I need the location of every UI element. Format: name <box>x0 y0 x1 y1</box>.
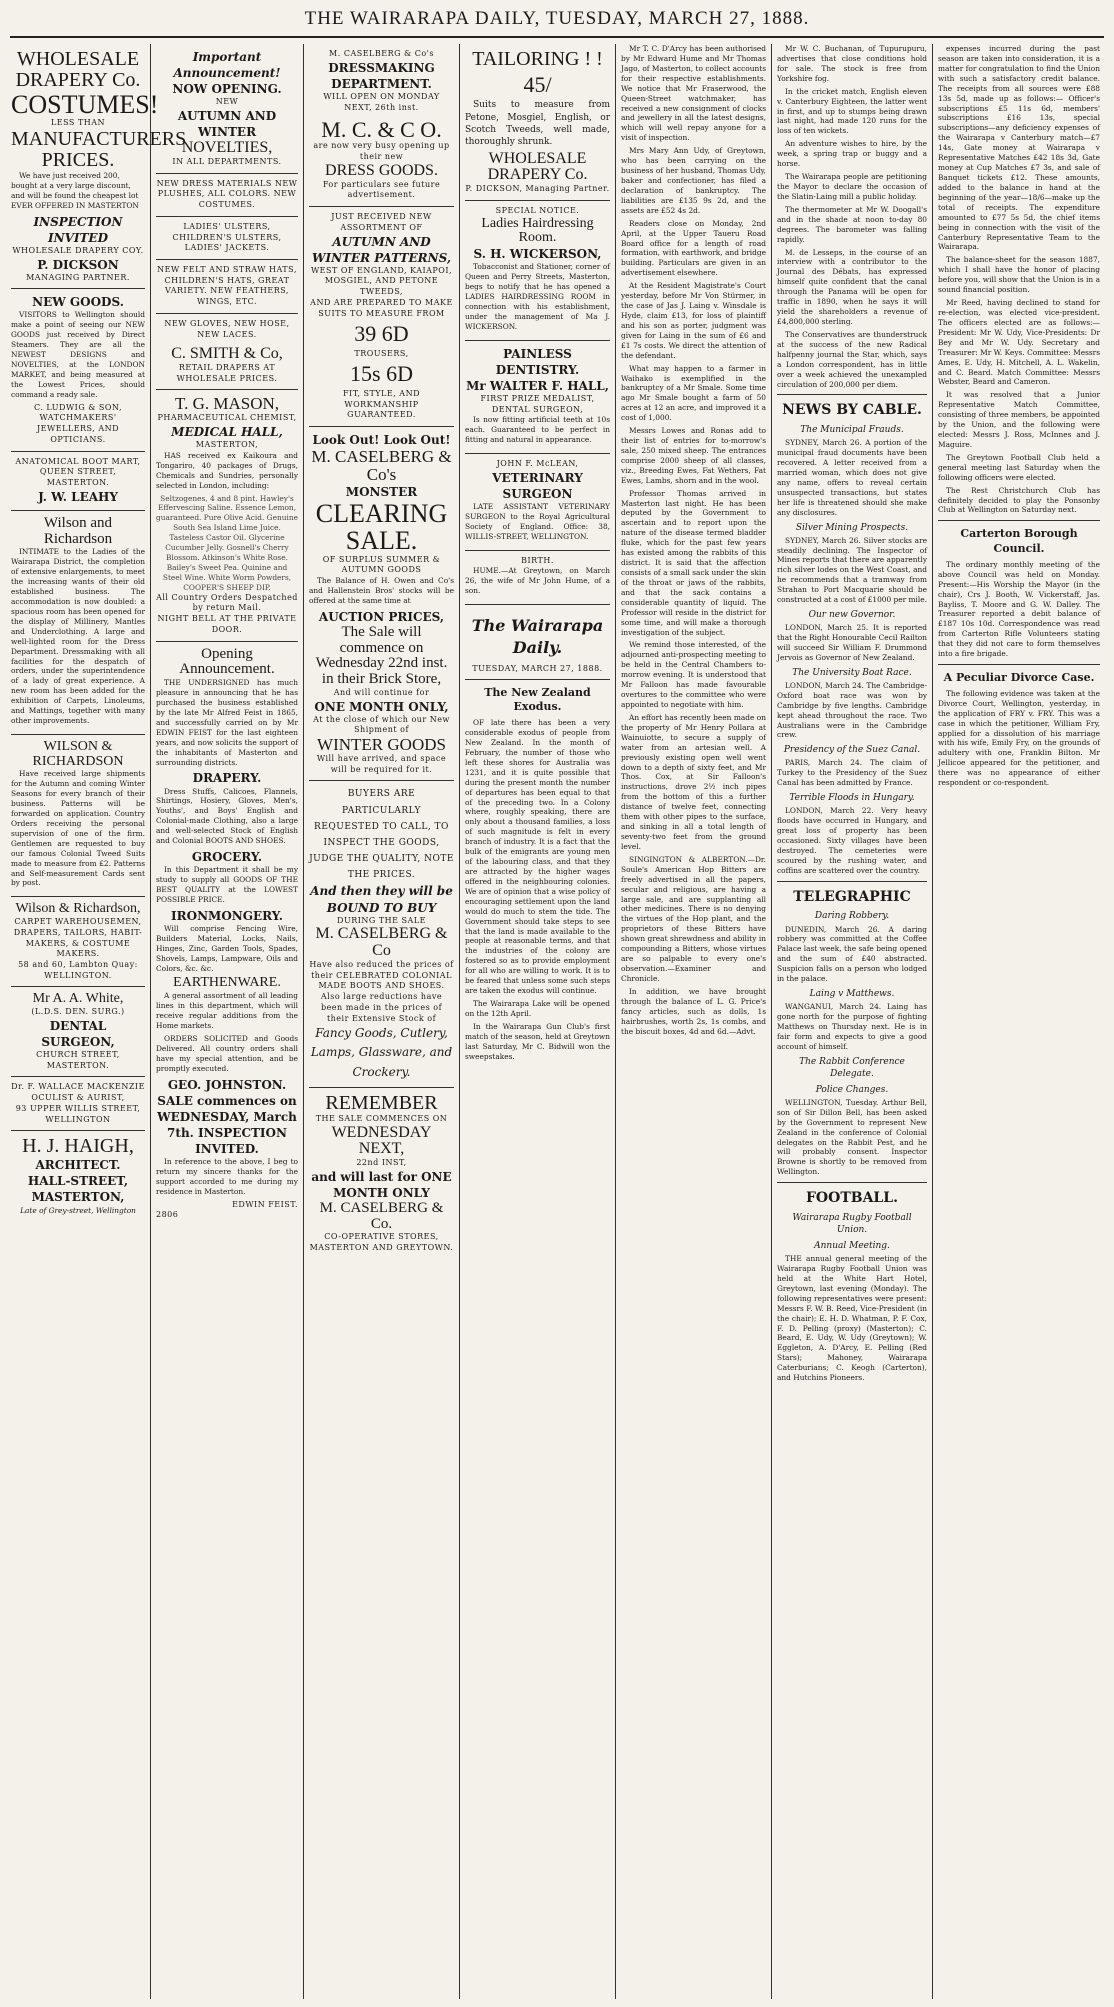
ad-boot-mart <box>11 452 145 511</box>
ad-line: MANUFACTURERS PRICES. <box>11 128 187 172</box>
ad-line: are now very busy opening up their new <box>313 141 450 162</box>
ad-heading: EARTHENWARE. <box>173 975 281 991</box>
birth-notice <box>465 551 610 605</box>
section-heading: NEWS BY CABLE. <box>782 402 922 419</box>
ad-line: IN ALL DEPARTMENTS. <box>172 156 282 166</box>
masthead <box>10 8 1104 38</box>
ad-title: WILSON & RICHARDSON <box>32 738 124 769</box>
ad-line: CO-OPERATIVE STORES, MASTERTON AND GREYTOWN. <box>309 1232 454 1253</box>
ad-line: NEW DRESS MATERIALS NEW PLUSHES, ALL COLORS. NEW COSTUMES. <box>156 178 298 210</box>
news-paragraph: Professor Thomas arrived in Masterton last night. He has been deputed by the Government to ascertain and to report upon the nature of the disease termed bladder fluke, which for the past few years has existed among the rabbits of this district. It is said that the affection consists of a small sack under the skin of the throat or jaws of the rabbits, and that the sack contains a considerable quantity of liquid. The Professor will reside in the district for some time, and will make a thorough investigation of the subject. <box>621 488 766 637</box>
ad-line: SALE commences on WEDNESDAY, March 7th. INSPECTION INVITED. <box>157 1093 297 1156</box>
news-paragraph: SINGINGTON & ALBERTON.—Dr. Soule's American Hop Bitters are freely advertised in all the papers, secular and religious, are having a large sale, and are supplanting all other medicines. There is no denying the virtues of the Hop plant, and the proprietors of these Bitters have shown great shrewdness and ability in compounding a Bitters, whose virtues are so palpable to every one's observation.—Examiner and Chronicle. <box>621 854 766 983</box>
ad-line: DENTAL SURGEON, <box>41 1018 115 1049</box>
ad-body: In reference to the above, I beg to return my sincere thanks for the support accorded to me during my residence in Masterton. <box>156 1156 298 1196</box>
news-paragraph: An adventure wishes to hire, by the week, a spring trap or buggy and a horse. <box>777 139 927 169</box>
ad-line: JUST RECEIVED NEW ASSORTMENT OF <box>331 212 432 232</box>
ad-body: Tobacconist and Stationer, corner of Queen and Perry Streets, Masterton, begs to notify that he has opened a LADIES HAIRDRESSING ROOM in connection with his establishment, under the management of Ma J. WICKERSON. <box>465 262 610 331</box>
ad-title: PAINLESS DENTISTRY. <box>495 346 580 377</box>
ad-line: P. DICKSON, Managing Partner. <box>465 184 610 194</box>
ad-line: AUTUMN AND WINTER PATTERNS, <box>311 234 452 265</box>
ad-name: C. SMITH & Co, <box>171 345 283 363</box>
ad-line: WILL OPEN ON MONDAY NEXT, 26th inst. <box>323 91 440 112</box>
ad-line: CARPET WAREHOUSEMEN, DRAPERS, TAILORS, HABIT-MAKERS, & COSTUME MAKERS. <box>13 917 143 959</box>
news-paragraph: SYDNEY, March 26. A portion of the municipal fraud documents have been recovered. A letter received from a married woman, which does not give any name, offers to reveal certain unsuspected transactions, but states her life is threatened should she make any disclosures. <box>777 438 927 517</box>
ad-title: Wilson & Richardson, <box>15 901 141 917</box>
ad-opening-announcement <box>156 642 298 1226</box>
ad-headline: COSTUMES! <box>11 90 159 119</box>
ad-line: M. CASELBERG & Co's <box>329 49 434 58</box>
ad-line: NOVELTIES, <box>181 139 273 157</box>
article-body: OF late there has been a very considerable exodus of people from New Zealand. In the month of February, the number of those who left these shores for Australia was 1231, and it is quite possible that during the present month the number of departures has been equal to that of the preceding two. In a Colony where, roughly speaking, there are only about a thousand families, a loss of such magnitude is felt in every branch of industry. It is a fact that the bulk of the emigrants are young men of the labouring class, and that they are attracted by the higher wages offered in the neighbouring colonies. We are of opinion that a wise policy of encouraging settlement upon the land would do much to stem the tide. The Government should take steps to see that the land is made available to the people at reasonable terms, and that the industries of the colony are fostered so as to provide employment for all who are willing to work. It is to be feared that unless some such steps are taken the exodus will continue. <box>465 718 610 996</box>
section-heading: FOOTBALL. <box>805 1190 898 1207</box>
news-paragraph: SYDNEY, March 26. Silver stocks are steadily declining. The Inspector of Mines reports that there are apparently rich silver lodes on the West Coast, and he recommends that a tramway from Strahan to Port Macquarie should be constructed at a cost of £1000 per mile. <box>777 535 927 605</box>
ad-line: BUYERS ARE PARTICULARLY REQUESTED TO CALL, TO INSPECT THE GOODS, JUDGE THE QUALITY, NOTE THE PRICES. <box>309 789 454 881</box>
ad-body: Have received large shipments for the Autumn and coming Winter Seasons for every branch of their business. Patterns will be forwarded on application. Country Orders receiving the personal supervision of one of the firm. Gentlemen are requested to buy our famous Colonial Tweed Suits made to measure from £2. Patterns and Self-measurement Cards sent by post. <box>11 769 145 888</box>
ad-body: Seltzogenes, 4 and 8 pint. Hawley's Effervescing Saline. Essence Lemon, guaranteed. Pure Olive Acid. Genuine South Sea Island Lime Juice. Tasteless Castor Oil. Glycerine Cucumber Jelly. Gosnell's Cherry Blossom. Atkinson's White Rose. Bailey's Sweet Pea. Quinine and Steel Wine. White Worm Powders, COOPER'S SHEEP DIP. <box>156 493 298 592</box>
column-5 <box>616 44 771 1999</box>
news-paragraph: WELLINGTON, Tuesday. Arthur Bell, son of Sir Dillon Bell, has been asked by the Government to represent New Zealand in the conference of Colonial delegates on the Rabbit Pest, and he will probably consent. Inspector Browne is shortly to be removed from Wellington. <box>777 1097 927 1177</box>
news-paragraph: LONDON, March 24. The Cambridge-Oxford boat race was won by Cambridge by five lengths. Cambridge kept ahead throughout the race. Two Australians were in the Cambridge crew. <box>777 680 927 740</box>
ad-title: VETERINARY SURGEON <box>492 470 583 501</box>
ad-line: AUCTION PRICES, <box>318 609 445 624</box>
ad-line: FIT, STYLE, AND WORKMANSHIP GUARANTEED. <box>343 388 420 420</box>
ad-body: ORDERS SOLICITED and Goods Delivered. All country orders shall have my special attention, and be promptly executed. <box>156 1033 298 1073</box>
news-paragraph: Readers close on Monday, 2nd April, at the Upper Taueru Road Board office for a length of road formation, with earthwork, and bridge building. Particulars are given in an advertisement elsewhere. <box>621 218 766 278</box>
ad-line: CHURCH STREET, MASTERTON. <box>36 1049 120 1070</box>
ad-line: Fancy Goods, Cutlery, Lamps, Glassware, and Crockery. <box>310 1026 453 1079</box>
ad-line: Have also reduced the prices of their CELEBRATED COLONIAL MADE BOOTS AND SHOES. <box>309 959 454 991</box>
ad-signature: GEO. JOHNSTON. <box>167 1077 287 1092</box>
ad-heading: GROCERY. <box>191 850 263 865</box>
ad-title: Mr A. A. White, <box>32 991 124 1007</box>
article-heading: Daring Robbery. <box>814 911 890 922</box>
ad-mason-chemist <box>156 390 298 641</box>
news-paragraph: The ordinary monthly meeting of the above Council was held on Monday. Present:—His Worship the Mayor (in the chair), Crs J. Booth, W. Vickerstaff, Jas. Bayliss, T. Moore and G. W. Dalley. The Treasurer reported a debit balance of £187 10s 10d. Correspondence was read from Carterton Rifle Volunteers stating that they did not care to form themselves into a fire brigade. <box>938 559 1100 659</box>
news-paragraph: Mr Reed, having declined to stand for re-election, was elected vice-president. The officers elected are as follows:— President: Mr W. Udy, Vice-Presidents: Dr Bey and Mr W. Udy. Secretary and Treasurer: Mr W. Keys. Committee: Messrs Ames, E. Udy, H. Mitchell, A. L. Wakelin, and C. Beard. Match Committee: Messrs Webster, Beard and Cameron. <box>938 298 1100 387</box>
article-heading: The Municipal Frauds. <box>800 425 904 436</box>
column-4 <box>460 44 615 1999</box>
ad-line: PHARMACEUTICAL CHEMIST, <box>157 413 297 423</box>
news-paragraph: We remind those interested, of the adjourned anti-prospecting meeting to be held in the Central Chambers to-morrow evening. It is understood that Mr Falloon has made favourable overtures to the committee who were appointed to negotiate with him. <box>621 640 766 709</box>
news-paragraph: Mr T. C. D'Arcy has been authorised by Mr Edward Hume and Mr Thomas Jago, of Masterton, to collect accounts for their respective establishments. We notice that Mr Fraserwood, the Queen-Street watchmaker, has received a new consignment of clocks and jewellery in all the latest designs, which will well repay anyone for a visit of inspection. <box>621 44 766 143</box>
news-paragraph: expenses incurred during the past season are taken into consideration, it is a matter for congratulation to find the Union with such a satisfactory credit balance. The receipts from all sources were £88 13s 5d, made up as follows:— Officer's subscriptions £5 11s 6d, members' subscriptions £16 13s, special subscriptions—any deficiency expenses of the Wairarapa v Canterbury match—£7 14s, Gate money at Wairarapa v Representative Matches £42 18s 3d, Gate money at Cup Matches £7 3s, and sale of Banquet tickets £12. These amounts, added to the balance in hand at the beginning of the year—18/6—make up the total of receipts. The expenditure amounted to £77 5s 5d, the chief items being in connection with the visit of the Canterbury Representative Team to the Wairarapa. <box>938 44 1100 252</box>
ad-heading: DRAPERY. <box>192 771 262 786</box>
ad-line: TROUSERS, <box>354 348 409 358</box>
ad-line: The Sale will commence on Wednesday 22nd inst. in their Brick Store, <box>315 623 448 688</box>
article-heading: Police Changes. <box>815 1084 889 1095</box>
ad-oculist <box>11 1077 145 1131</box>
ad-title: H. J. HAIGH, <box>22 1135 134 1158</box>
ad-line: Will have arrived, and space will be required for it. <box>316 753 447 774</box>
newspaper-title: THE WAIRARAPA DAILY, TUESDAY, MARCH 27, 1888. <box>304 8 810 29</box>
ad-line: RETAIL DRAPERS AT WHOLESALE PRICES. <box>176 363 278 383</box>
ad-line: OF SURPLUS SUMMER & AUTUMN GOODS <box>322 554 441 575</box>
ad-title: Wilson and Richardson <box>43 514 113 547</box>
column-3 <box>304 44 459 1999</box>
ad-body: THE UNDERSIGNED has much pleasure in announcing that he has purchased the business established by the late Mr Alfred Feist in 1865, and successfully carried on by Mr EDWIN FEIST for the last eighteen years, and now solicits the support of the inhabitants of Masterton and surrounding districts. <box>156 678 298 767</box>
article-heading: Terrible Floods in Hungary. <box>789 793 915 804</box>
ad-heading: IRONMONGERY. <box>171 908 283 923</box>
news-paragraph: THE annual general meeting of the Wairarapa Rugby Football Union was held at the White Hart Hotel, Greytown, last evening (Monday). The following representatives were present: Messrs F. W. B. Reed, Vice-President (in the chair); E. H. D. Whatman, P. F. Cox, F. D. Pelling (proxy) (Masterton); C. Beard, E. Udy, W. Udy (Greytown); W. Eggleton, A. D'Arcy, E. Pelling (Red Stars); Mahoney, Wairarapa Caterburians; C. Keogh (Carterton), and Hutchins Pioneers. <box>777 1254 927 1383</box>
article-heading: Our new Governor. <box>808 610 896 621</box>
ad-body: We have just received 200, bought at a very large discount, and will be found the cheapest lot EVER OFFERED IN MASTERTON <box>11 171 139 210</box>
ad-line: 58 and 60, Lambton Quay: WELLINGTON. <box>18 959 138 980</box>
article-heading: Laing v Matthews. <box>809 989 895 1000</box>
ad-title: WHOLESALE DRAPERY Co. <box>15 48 141 91</box>
news-paragraph: LONDON, March 25. It is reported that the Right Honourable Cecil Railton will succeed Sir William F. Drummond Jervois as Governor of New Zealand. <box>777 623 927 662</box>
ad-headline: SALE. <box>345 526 418 556</box>
news-paragraph: The Wairarapa people are petitioning the Mayor to declare the occasion of the Slatin-Laing mill a public holiday. <box>777 172 927 201</box>
ad-name: S. H. WICKERSON, <box>473 247 602 262</box>
ad-line: 93 UPPER WILLIS STREET, WELLINGTON <box>15 1103 141 1124</box>
ad-body: The Balance of H. Owen and Co's and Hallenstein Bros' stocks will be offered at the same time at <box>309 575 454 605</box>
notice-body: HUME.—At Greytown, on March 26, the wife of Mr John Hume, of a son. <box>465 566 610 596</box>
news-paragraph: What may happen to a farmer in Waihako is exemplified in the bankruptcy of a Mr Smale. Some time ago Mr Smale bought a farm of 50 acres at 12 an acre, and improved it a cost of 1,000. <box>621 363 766 423</box>
ad-title: TAILORING ! ! <box>472 48 603 70</box>
ad-name: Mr WALTER F. HALL, <box>466 378 609 393</box>
ad-price: 45/ <box>523 72 552 97</box>
ad-line: C. LUDWIG & SON, WATCHMAKERS' JEWELLERS, AND OPTICIANS. <box>33 402 122 444</box>
ad-line: NEW GLOVES, NEW HOSE, NEW LACES. <box>164 318 290 339</box>
ad-headline: CLEARING <box>315 498 448 528</box>
ad-body: In this Department it shall be my study to supply all GOODS OF THE BEST QUALITY at the LOWEST POSSIBLE PRICE. <box>156 865 298 904</box>
news-paragraph: It was resolved that a Junior Representative Match Committee, consisting of three members, be appointed by the Union, and the following were elected: Messrs J. Ross, McInnes and J. Maguire. <box>938 390 1100 449</box>
ad-line: Also large reductions have been made in the prices of their Extensive Stock of <box>320 992 443 1023</box>
ad-wholesale-drapery <box>11 44 187 289</box>
ad-line: THE SALE COMMENCES ON <box>315 1113 448 1123</box>
ad-body: Dress Stuffs, Calicoes, Flannels, Shirtings, Hosiery, Gloves, Men's, Youths', and Boys' English and Colonial-made Clothing, also a large and well-selected Stock of English and Colonial BOOTS AND SHOES. <box>156 786 298 846</box>
news-paragraph: The Greytown Football Club held a general meeting last Saturday when the following officers were elected. <box>938 452 1100 482</box>
ad-body: Suits to measure from Petone, Mosgiel, English, or Scotch Tweeds, well made, thoroughly shrunk. <box>465 100 610 147</box>
ad-body: A general assortment of all leading lines in this department, which will receive regular additions from the Home markets. <box>156 991 298 1030</box>
ad-name: P. DICKSON <box>37 257 119 272</box>
paper-logo: The Wairarapa Daily. <box>471 616 604 657</box>
ad-price: 39 6D <box>354 321 409 347</box>
ad-line: INSPECTION INVITED <box>33 214 123 245</box>
ad-body: HAS received ex Kaikoura and Tongariro, 40 packages of Drugs, Chemicals and Sundries, personally selected in London, including: <box>156 450 298 490</box>
ad-title: T. G. MASON, <box>174 394 280 414</box>
news-paragraph: In the cricket match, English eleven v. Canterbury Eighteen, the latter went in first, and up to stumps being drawn last night, had made 120 runs for the loss of ten wickets. <box>777 86 927 136</box>
ad-name: J. W. LEAHY <box>38 489 118 504</box>
news-paragraph: Mr W. C. Buchanan, of Tupurupuru, advertises that close conditions hold for sale. The stock is free from Yorkshire fog. <box>777 44 927 83</box>
article-body: In the Wairarapa Gun Club's first match of the season, held at Greytown last Saturday, Mr C. Bidwill won the sweepstakes. <box>465 1021 610 1061</box>
ad-title: NEW GOODS. <box>32 295 124 310</box>
ad-title: ANATOMICAL BOOT MART, QUEEN STREET, MASTERTON. <box>15 456 141 488</box>
ad-line: AUTUMN AND WINTER <box>177 108 277 140</box>
ad-name: JOHN F. McLEAN, <box>496 459 579 469</box>
ad-line: DURING THE SALE <box>337 915 426 925</box>
ad-line: ONE MONTH ONLY, <box>314 699 449 714</box>
section-heading: TELEGRAPHIC <box>793 888 911 905</box>
ad-wilson-richardson-2 <box>11 735 145 897</box>
ad-line: At the close of which our New Shipment of <box>313 714 450 735</box>
news-paragraph: In addition, we have brought through the balance of L. G. Price's fancy articles, such as dolls, 1s hairbrushes, worth 2s, 1s combs, and the biscuit boxes, 4d and 6d.—Advt. <box>621 986 766 1036</box>
ad-name: M. CASELBERG & Co's <box>311 447 452 484</box>
ad-dentist-white <box>11 987 145 1077</box>
news-paragraph: DUNEDIN, March 26. A daring robbery was committed at the Coffee Palace last week, the safe being opened and the sum of £40 abstracted. Suspicion falls on a person who lodged in the palace. <box>777 924 927 984</box>
news-paragraph: The following evidence was taken at the Divorce Court, Wellington, yesterday, in the application of FRY v. FRY. This was a case in which the petitioner, William Fry, applied for a dissolution of his marriage with his wife, Emily Fry, on the grounds of adultery with one, Franklin Bilton. Mr Jellicoe appeared for the petitioner, and there was no appearance of either respondent or co-respondent. <box>938 688 1100 788</box>
article-heading: Presidency of the Suez Canal. <box>783 745 921 756</box>
news-paragraph: At the Resident Magistrate's Court yesterday, before Mr Von Stürmer, in the case of Jas J. Laing v. Winsdale is Hyde, claim £13, for loss of plaintiff and his son as porter, judgment was given for Laing in the sum of £6 and £1 7s costs. We direct the attention of the defendant. <box>621 281 766 360</box>
ad-line: For particulars see future advertisement. <box>322 179 441 200</box>
ad-line: NEW <box>215 97 239 107</box>
ad-new-goods <box>11 289 145 451</box>
ad-body: VISITORS to Wellington should make a point of seeing our NEW GOODS just received by Direct Steamers. They are all the NEWEST DESIGNS and NOVELTIES, at the LONDON MARKET, and being measured at the Lowest Prices, should command a ready sale. <box>11 310 145 399</box>
ad-architect <box>11 1131 145 1220</box>
ad-logo: M. C. & C O. <box>321 117 442 143</box>
ad-title: Opening Announcement. <box>179 645 275 678</box>
ad-line: WEDNESDAY NEXT, <box>331 1123 432 1158</box>
ad-line: All Country Orders Despatched by return Mail. <box>156 592 298 613</box>
ad-body: Is now fitting artificial teeth at 10s each. Guaranteed to be perfect in fitting and natural in appearance. <box>465 415 610 445</box>
ad-body: Will comprise Fencing Wire, Builders Material, Locks, Nails, Hinges, Zinc, Garden Tools, Spades, Shovels, Lamps, Lampware, Oils and Colors, &c. &c. <box>156 923 298 973</box>
ad-line: NOW OPENING. <box>172 82 282 97</box>
article-heading: Annual Meeting. <box>814 1241 890 1252</box>
article-heading: The New Zealand Exodus. <box>484 685 591 714</box>
ad-body: LATE ASSISTANT VETERINARY SURGEON to the Royal Agricultural Society of England. Office: 38, WILLIS-STREET, WELLINGTON. <box>465 501 610 541</box>
ad-headline: REMEMBER <box>325 1091 438 1114</box>
ad-line: SPECIAL NOTICE. <box>495 205 580 215</box>
ad-name: M. CASELBERG & Co. <box>319 1199 444 1232</box>
article-heading: Wairarapa Rugby Football Union. <box>792 1212 912 1236</box>
ad-line: DRESS GOODS. <box>325 161 438 179</box>
news-paragraph: The thermometer at Mr W. Doogall's and in the shade at noon to-day 80 degrees. The barometer was falling rapidly. <box>777 204 927 244</box>
article-heading: Carterton Borough Council. <box>960 527 1078 556</box>
ad-veterinary <box>465 454 610 551</box>
ad-name: M. CASELBERG & Co <box>315 925 448 960</box>
news-paragraph: WANGANUI, March 24. Laing has gone north for the purpose of fighting Matthews on Thursday next. He is in fair form and expects to give a good account of himself. <box>777 1002 927 1051</box>
ad-line: AND ARE PREPARED TO MAKE SUITS TO MEASURE FROM <box>310 297 453 318</box>
ad-price: 15s 6D <box>350 361 413 387</box>
ad-title: Dr. F. WALLACE MACKENZIE OCULIST & AURIST, <box>11 1082 145 1103</box>
ad-body: INTIMATE to the Ladies of the Wairarapa District, the completion of extensive enlargements, to meet the increasing wants of their old established business. The accommodation is now doubled: a spacious room has been opened for the display of Millinery, Mantles and Underclothing. A large and well-lighted room for the Dress Department. Dressmaking with all facilities for the despatch of orders, under the superintendence of a lady of great experience. A new room has been added for the exhibition of Carpets, Linoleums, and Mattings, together with many other improvements. <box>11 547 145 726</box>
article-heading: The University Boat Race. <box>792 667 912 678</box>
ad-line: MONSTER <box>345 484 418 499</box>
article-body: The Wairarapa Lake will be opened on the 12th April. <box>465 998 610 1018</box>
ad-line: NIGHT BELL AT THE PRIVATE DOOR. <box>157 614 297 634</box>
ad-dentistry <box>465 341 610 454</box>
ad-title: Important Announcement! <box>173 50 281 81</box>
ad-wilson-richardson <box>11 511 145 735</box>
ad-title: DRESSMAKING DEPARTMENT. <box>328 60 435 91</box>
column-6 <box>772 44 932 1999</box>
article-heading: A Peculiar Divorce Case. <box>943 671 1095 685</box>
ad-line: FIRST PRIZE MEDALIST, DENTAL SURGEON, <box>480 393 595 414</box>
ad-line: LESS THAN <box>50 118 106 128</box>
ad-line: MANAGING PARTNER. <box>26 272 130 282</box>
news-paragraph: The Rest Christchurch Club has definitely decided to play the Ponsonby Club at Wellington on Saturday next. <box>938 485 1100 515</box>
ad-line: ARCHITECT. <box>35 1158 121 1173</box>
ad-line: And then they will be BOUND TO BUY <box>310 884 453 915</box>
ad-line: MEDICAL HALL, <box>171 425 283 440</box>
article-heading: Silver Mining Prospects. <box>795 522 909 533</box>
ad-line: WINTER GOODS <box>317 735 446 755</box>
notice-heading: BIRTH. <box>521 555 554 565</box>
news-paragraph: An effort has recently been made on the property of Mr Henry Pollara at Wainuiotte, to secure a supply of water from an artesian well. A previously existing open well went down to a depth of sixty feet, and Mr Thos. Cox, at Sir Falloon's instructions, drove 2½ inch pipes from the bottom of this a further distance of twelve feet, connecting them with other pipes to the surface, and sinking in all a total length of seventy-two feet from the ground level. <box>621 712 766 851</box>
editorial-header <box>465 605 610 680</box>
ad-line: WEST OF ENGLAND, KAIAPOI, MOSGIEL, AND PETONE TWEEDS, <box>310 265 453 297</box>
ad-title: Ladies Hairdressing Room. <box>481 215 594 246</box>
ad-line: LADIES' ULSTERS, CHILDREN'S ULSTERS, LADIES' JACKETS. <box>172 221 282 253</box>
ad-line: and will last for ONE MONTH ONLY <box>311 1169 452 1200</box>
ad-tailoring <box>465 44 610 201</box>
ad-line: MASTERTON, <box>195 440 259 450</box>
ad-line: WHOLESALE DRAPERY COY. <box>12 245 144 255</box>
news-paragraph: PARIS, March 24. The claim of Turkey to the Presidency of the Suez Canal has been admitted by France. <box>777 758 927 788</box>
ad-code: 2806 <box>156 1210 179 1220</box>
ad-wilson-richardson-3 <box>11 897 145 987</box>
paper-date: TUESDAY, MARCH 27, 1888. <box>472 663 603 673</box>
ad-line: Late of Grey-street, Wellington <box>20 1205 136 1215</box>
ad-line: NEW FELT AND STRAW HATS, CHILDREN'S HATS, GREAT VARIETY. NEW FEATHERS, WINGS, ETC. <box>157 264 297 307</box>
ad-signature: EDWIN FEIST. <box>232 1199 298 1209</box>
news-paragraph: Messrs Lowes and Ronas add to their list of entries for to-morrow's sale, 250 mixed sheep. The entrances comprise 2000 sheep of all classes, viz., Breeding Ewes, Fat Wethers, Fat Ewes, Lambs, shorn and in the wool. <box>621 426 766 485</box>
ad-line: 22nd INST, <box>356 1158 407 1168</box>
news-paragraph: The Conservatives are thunderstruck at the success of the new Radical halfpenny journal the Star, which, says a London correspondent, has in little over a week achieved the unexampled circulation of 200,000 per diem. <box>777 329 927 389</box>
ad-smith-novelties <box>156 44 298 390</box>
column-7 <box>933 44 1105 1999</box>
ad-hairdressing <box>465 201 610 341</box>
article-heading: The Rabbit Conference Delegate. <box>799 1056 905 1079</box>
ad-line: (L.D.S. DEN. SURG.) <box>31 1007 125 1017</box>
ad-line: And will continue for <box>333 687 430 697</box>
ad-line: Look Out! Look Out! <box>312 433 451 448</box>
column-2 <box>151 44 303 1999</box>
news-paragraph: M. de Lesseps, in the course of an interview with a contributor to the Journal des Débats, has expressed himself quite confident that the canal through the Panama will be open for traffic in 1890, when he says it will yield the shareholders a revenue of £4,800,000 sterling. <box>777 247 927 326</box>
ad-name: WHOLESALE DRAPERY Co. <box>487 149 588 184</box>
news-paragraph: The balance-sheet for the season 1887, which I shall have the honor of placing before you, will show that the Union is in a sound financial position. <box>938 255 1100 295</box>
ad-line: HALL-STREET, MASTERTON, <box>27 1174 129 1205</box>
news-paragraph: LONDON, March 22. Very heavy floods have occurred in Hungary, and great loss of property has been occasioned. Sixty villages have been destroyed. The cemeteries were scoured by the rushing water, and coffins are scattered over the country. <box>777 806 927 875</box>
ad-caselberg <box>309 44 454 1259</box>
news-paragraph: Mrs Mary Ann Udy, of Greytown, who has been carrying on the business of her husband, Thomas Udy, baker and confectioner, has filed a declaration of bankruptcy. The liabilities are £135 9s 2d, and the assets are £52 4s 2d. <box>621 146 766 215</box>
